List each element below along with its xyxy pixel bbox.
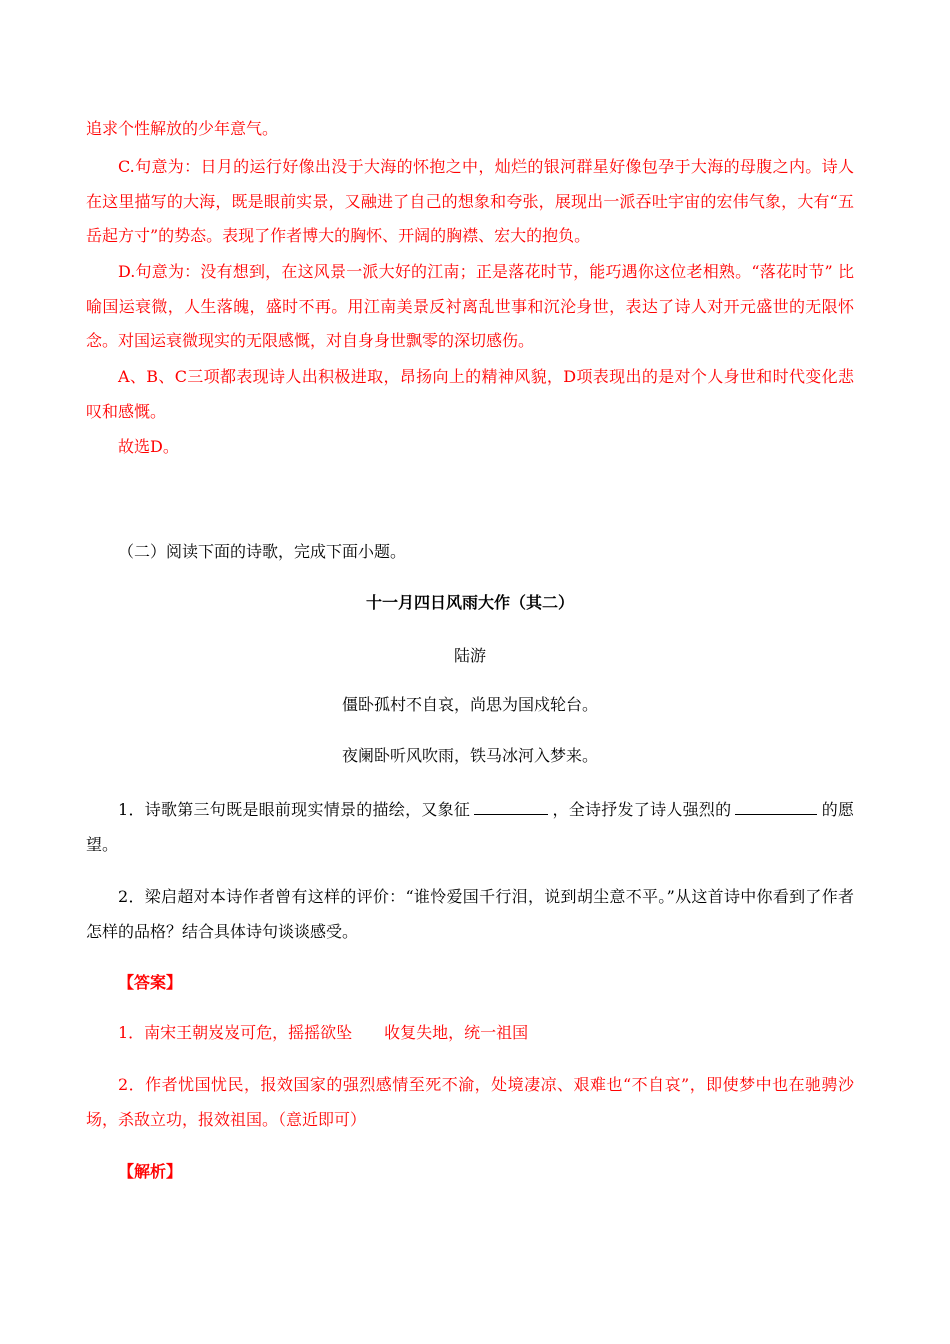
analysis-item-c: C.句意为：日月的运行好像出没于大海的怀抱之中，灿烂的银河群星好像包孕于大海的母腹之内。诗人在这里描写的大海，既是眼前实景，又融进了自己的想象和夸张，展现出一派吞吐宇宙的宏伟气象，大有“五岳起方寸”的势态。表现了作者博大的胸怀、开阔的胸襟、宏大的抱负。 [86,157,854,245]
question-2: 2．梁启超对本诗作者曾有这样的评价：“谁怜爱国千行泪，说到胡尘意不平。”从这首诗中你看到了作者怎样的品格？结合具体诗句谈谈感受。 [86,887,854,941]
analysis-item-d: D.句意为：没有想到，在这风景一派大好的江南；正是落花时节，能巧遇你这位老相熟。“落花时节” 比喻国运衰微，人生落魄，盛时不再。用江南美景反衬离乱世事和沉沦身世，表达了诗人对开元盛世的无限怀念。对国运衰微现实的无限感慨，对自身身世飘零的深切感伤。 [86,262,854,350]
analysis-choice: 故选D。 [118,437,179,456]
answer-label: 【答案】 [118,973,183,992]
question-1 [86,793,854,862]
poem-author: 陆游 [453,646,486,665]
section-intro: （二）阅读下面的诗歌，完成下面小题。 [118,542,407,561]
poem-title: 十一月四日风雨大作（其二） [365,593,574,612]
analysis-summary: A、B、C三项都表现诗人出积极进取，昂扬向上的精神风貌，D项表现出的是对个人身世和时代变化悲叹和感慨。 [86,367,854,421]
answer-blank-2 [735,798,817,815]
answer-blank-1 [474,798,548,815]
poem-line-1: 僵卧孤村不自哀，尚思为国戍轮台。 [341,695,598,714]
question-1-text-b: ，全诗抒发了诗人强烈的 [552,800,732,819]
question-1-text-c: 的愿望。 [86,800,854,854]
question-1-text-a: 1．诗歌第三句既是眼前现实情景的描绘，又象征 [118,800,471,819]
analysis-label: 【解析】 [118,1162,183,1181]
answer-2: 2．作者忧国忧民，报效国家的强烈感情至死不渝，处境凄凉、艰难也“不自哀”，即使梦中也在驰骋沙场，杀敌立功，报效祖国。（意近即可） [86,1075,854,1129]
analysis-continuation: 追求个性解放的少年意气。 [86,119,279,138]
answer-1: 1．南宋王朝岌岌可危，摇摇欲坠 收复失地，统一祖国 [118,1023,529,1042]
poem-line-2: 夜阑卧听风吹雨，铁马冰河入梦来。 [341,746,598,765]
